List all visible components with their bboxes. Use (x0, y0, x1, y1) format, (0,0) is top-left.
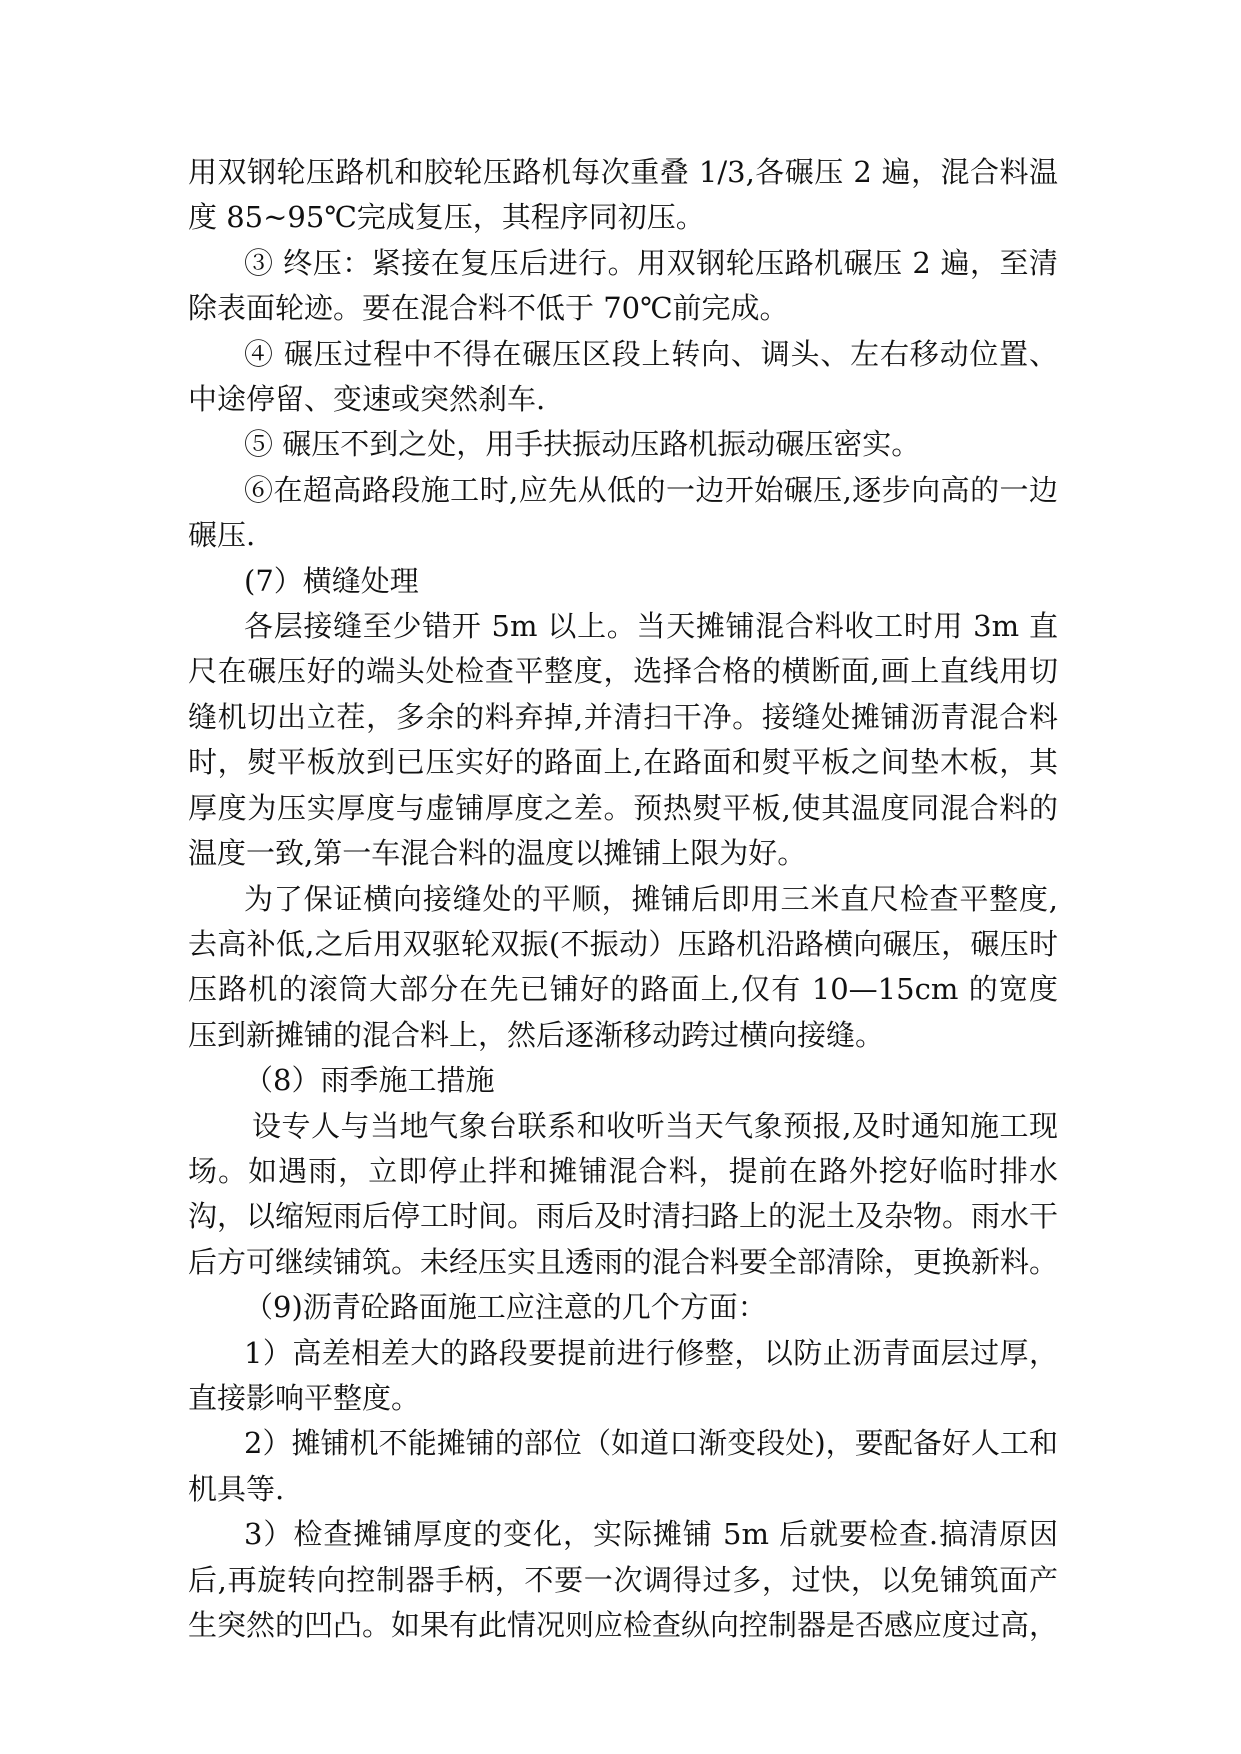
heading-transverse-joint: (7）横缝处理 (244, 563, 419, 598)
paragraph-final-compaction: ③ 终压：紧接在复压后进行。用双钢轮压路机碾压 2 遍，至清除表面轮迹。要在混合料不低于 70℃前完成。 (188, 245, 1058, 326)
list-item-2: 2）摊铺机不能摊铺的部位（如道口渐变段处)，要配备好人工和机具等. (188, 1426, 1058, 1506)
heading-rainy-season: （8）雨季施工措施 (244, 1063, 495, 1098)
list-item-3: 3）检查摊铺厚度的变化，实际摊铺 5m 后就要检查.搞清原因后,再旋转向控制器手柄，不要一次调得过多，过快，以免铺筑面产生突然的凹凸。如果有此情况则应检查纵向控制器是否感应度过高， (188, 1517, 1059, 1642)
heading-asphalt-notes: （9)沥青砼路面施工应注意的几个方面： (244, 1290, 767, 1325)
paragraph-superelevation: ⑥在超高路段施工时,应先从低的一边开始碾压,逐步向高的一边碾压. (188, 472, 1058, 553)
document-body (188, 150, 1058, 1648)
list-item-1: 1）高差相差大的路段要提前进行修整，以防止沥青面层过厚，直接影响平整度。 (188, 1335, 1058, 1415)
paragraph-rain-measures: 设专人与当地气象台联系和收听当天气象预报,及时通知施工现场。如遇雨，立即停止拌和摊铺混合料，提前在路外挖好临时排水沟，以缩短雨后停工时间。雨后及时清扫路上的泥土及杂物。雨水干后方可继续铺筑。未经压实且透雨的混合料要全部清除，更换新料。 (188, 1108, 1059, 1279)
paragraph-recompaction-continued: 用双钢轮压路机和胶轮压路机每次重叠 1/3,各碾压 2 遍，混合料温度 85~95℃完成复压，其程序同初压。 (188, 155, 1058, 235)
paragraph-joint-smoothness: 为了保证横向接缝处的平顺，摊铺后即用三米直尺检查平整度,去高补低,之后用双驱轮双振(不振动）压路机沿路横向碾压，碾压时压路机的滚筒大部分在先已铺好的路面上,仅有 10—15cm 的宽度压到新摊铺的混合料上，然后逐渐移动跨过横向接缝。 (188, 881, 1058, 1052)
paragraph-joint-offset: 各层接缝至少错开 5m 以上。当天摊铺混合料收工时用 3m 直尺在碾压好的端头处检查平整度，选择合格的横断面,画上直线用切缝机切出立茬，多余的料弃掉,并清扫干净。接缝处摊铺沥青混合料时，熨平板放到已压实好的路面上,在路面和熨平板之间垫木板，其厚度为压实厚度与虚铺厚度之差。预热熨平板,使其温度同混合料的温度一致,第一车混合料的温度以摊铺上限为好。 (188, 609, 1058, 871)
paragraph-compaction-rules: ④ 碾压过程中不得在碾压区段上转向、调头、左右移动位置、中途停留、变速或突然刹车. (188, 336, 1058, 417)
paragraph-hand-roller: ⑤ 碾压不到之处，用手扶振动压路机振动碾压密实。 (244, 427, 921, 462)
